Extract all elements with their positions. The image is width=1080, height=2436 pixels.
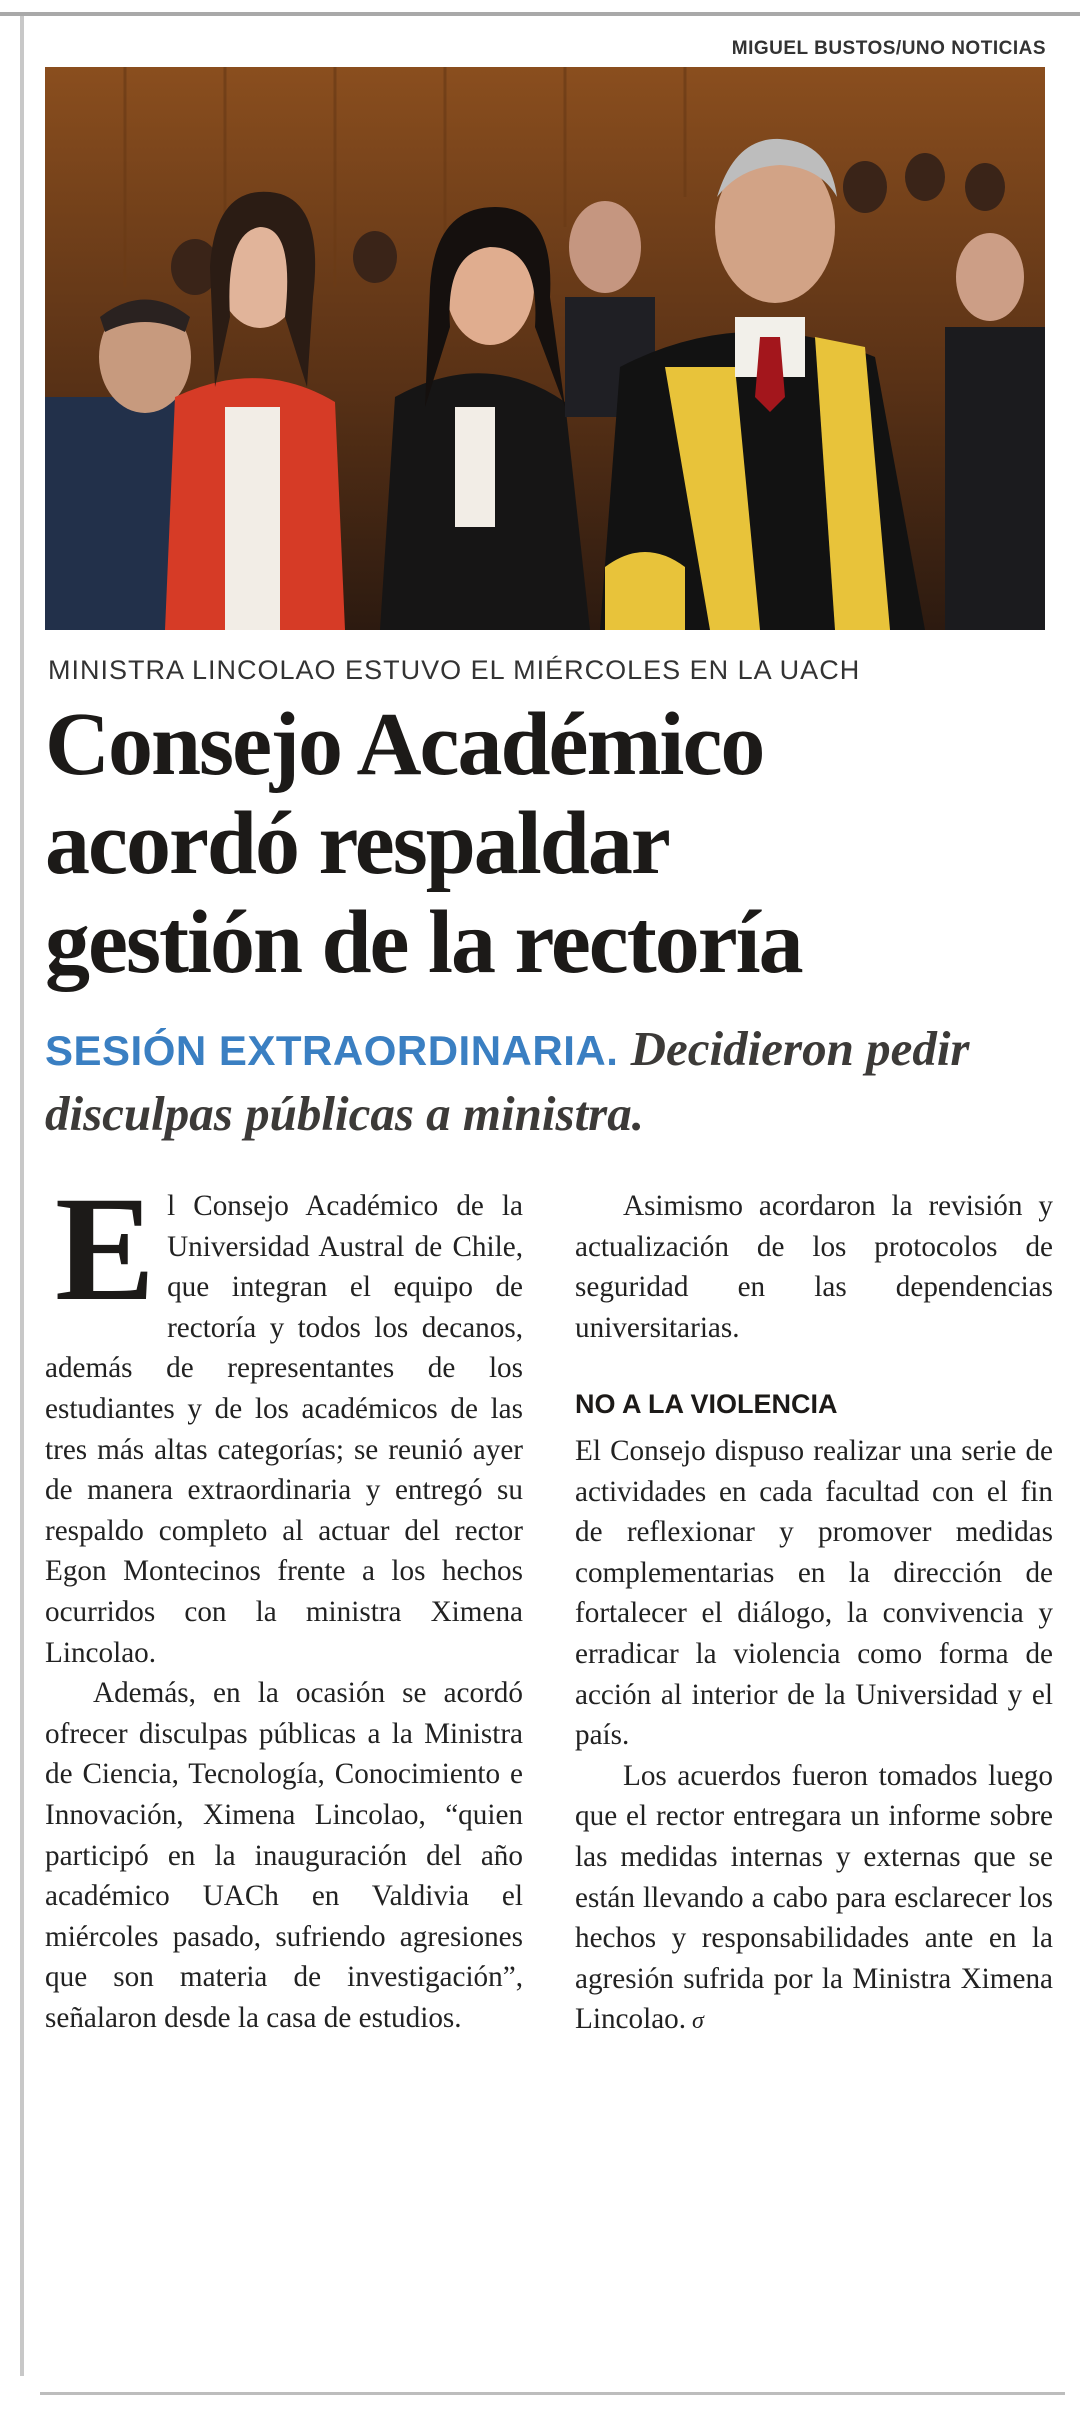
paragraph-1 xyxy=(45,1166,523,1673)
headline-line-1: Consejo Académico xyxy=(45,695,764,794)
photo-credit: MIGUEL BUSTOS/UNO NOTICIAS xyxy=(731,38,1046,59)
top-rule xyxy=(0,12,1080,16)
article-photo xyxy=(45,67,1045,630)
paragraph-5 xyxy=(575,1756,1053,2042)
paragraph-1-text: l Consejo Académico de la Universidad Austral de Chile, que integran el equipo de rectoría y todos los decanos, además de representantes de los estudiantes y de los académicos de las tres más altas categorías; se reunió ayer de manera extraordinaria y entregó su respaldo completo al actuar del rector Egon Montecinos frente a los hechos ocurridos con la ministra Ximena Lincolao. xyxy=(45,1190,523,1669)
photo-illustration xyxy=(45,67,1045,630)
article-column-2 xyxy=(575,1186,1053,2042)
paragraph-2: Además, en la ocasión se acordó ofrecer disculpas públicas a la Ministra de Ciencia, Tecnología, Conocimiento e Innovación, Ximena Lincolao, “quien participó en la inauguración del año académico UACh en Valdivia el miércoles pasado, sufriendo agresiones que son materia de investigación”, señalaron desde la casa de estudios. xyxy=(45,1677,523,2034)
article-column-1 xyxy=(45,1166,523,2038)
photo-caption: MINISTRA LINCOLAO ESTUVO EL MIÉRCOLES EN LA UACH xyxy=(48,655,861,685)
end-of-article-icon: σ xyxy=(686,2008,704,2035)
paragraph-3: Asimismo acordaron la revisión y actualización de los protocolos de seguridad en las dependencias universitarias. xyxy=(575,1190,1053,1344)
headline-line-2: acordó respaldar xyxy=(45,794,669,893)
paragraph-5-text: Los acuerdos fueron tomados luego que el rector entregara un informe sobre las medidas internas y externas que se están llevando a cabo para esclarecer los hechos y responsabilidades ante en la agresión sufrida por la Ministra Ximena Lincolao. xyxy=(575,1759,1053,2036)
deck-kicker: SESIÓN EXTRAORDINARIA. xyxy=(45,1027,619,1074)
headline xyxy=(45,695,1055,992)
deck-text: Decidieron pedir disculpas públicas a ministra. xyxy=(45,1021,970,1141)
paragraph-4: El Consejo dispuso realizar una serie de actividades en cada facultad con el fin de reflexionar y promover medidas complementarias en la dirección de fortalecer el diálogo, la convivencia y erradicar la violencia como forma de acción al interior de la Universidad y el país. xyxy=(575,1434,1053,1752)
drop-cap: E xyxy=(55,1166,156,1332)
headline-line-3: gestión de la rectoría xyxy=(45,893,802,992)
section-subhead: NO A LA VIOLENCIA xyxy=(575,1389,838,1420)
left-rule xyxy=(20,16,24,2376)
bottom-rule xyxy=(40,2392,1065,2395)
deck xyxy=(45,1017,1055,1145)
